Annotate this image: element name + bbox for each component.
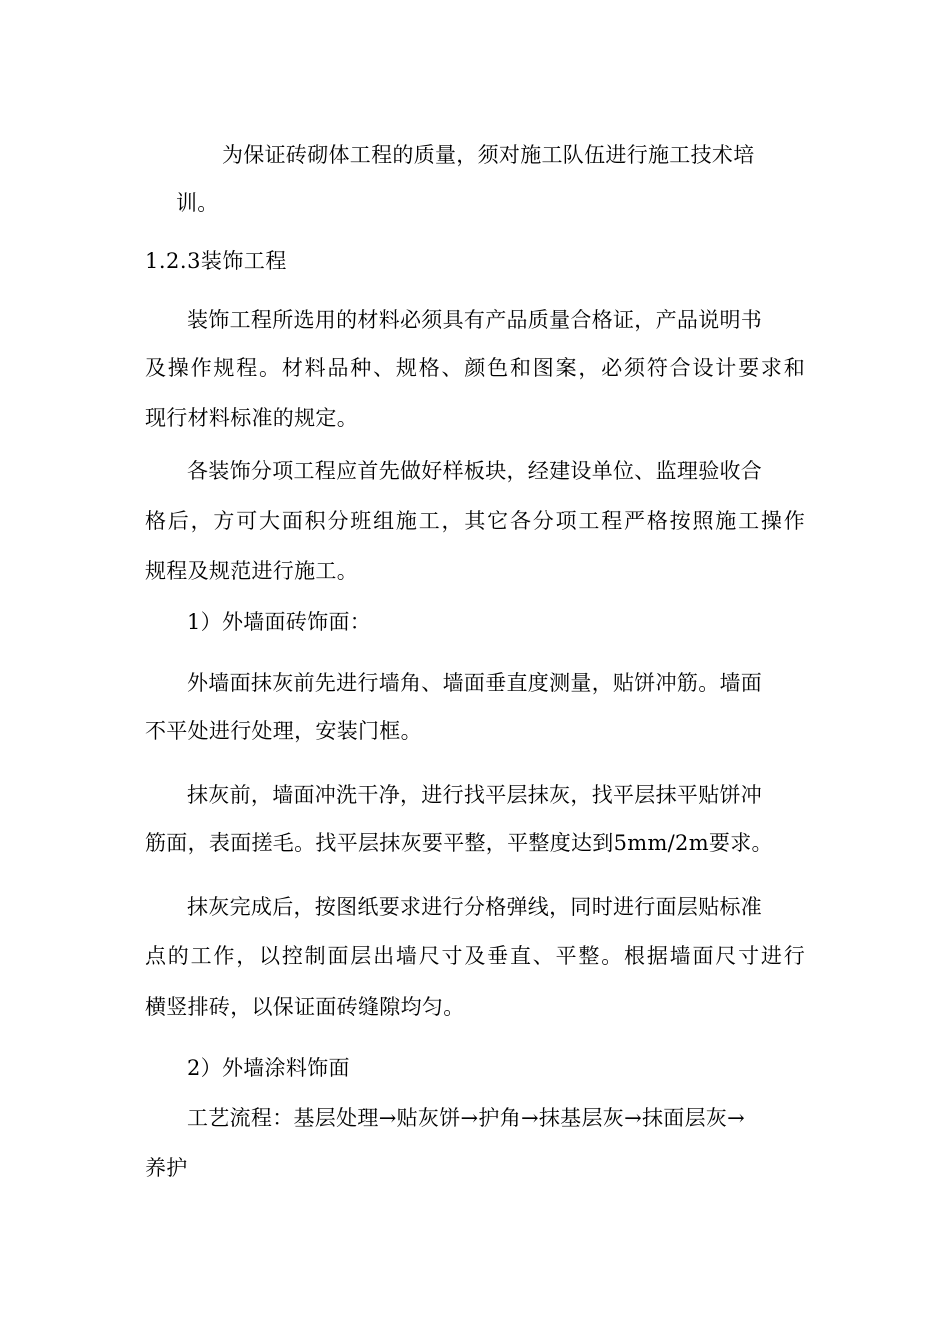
paragraph-sample-line-3: 规程及规范进行施工。 [145,559,358,583]
paragraph-sample-line-2: 格后，方可大面积分班组施工，其它各分项工程严格按照施工操作 [145,509,805,533]
paragraph-layout-line-2: 点的工作，以控制面层出墙尺寸及垂直、平整。根据墙面尺寸进行 [145,944,805,968]
paragraph-layout-line-1: 抹灰完成后，按图纸要求进行分格弹线，同时进行面层贴标准 [187,895,763,919]
paragraph-plaster-prep-line-2: 不平处进行处理，安装门框。 [145,719,422,743]
paragraph-leveling-line-1: 抹灰前，墙面冲洗干净，进行找平层抹灰，找平层抹平贴饼冲 [187,783,763,807]
paragraph-sample-line-1: 各装饰分项工程应首先做好样板块，经建设单位、监理验收合 [187,459,763,483]
paragraph-quality-line-2: 训。 [176,191,219,215]
paragraph-process-flow-line-2: 养护 [145,1156,188,1180]
paragraph-layout-line-3: 横竖排砖，以保证面砖缝隙均匀。 [145,995,465,1019]
paragraph-plaster-prep-line-1: 外墙面抹灰前先进行墙角、墙面垂直度测量，贴饼冲筋。墙面 [187,671,763,695]
paragraph-process-flow-line-1: 工艺流程：基层处理→贴灰饼→护角→抹基层灰→抹面层灰→ [187,1106,746,1130]
paragraph-materials-line-1: 装饰工程所选用的材料必须具有产品质量合格证，产品说明书 [187,308,763,332]
paragraph-quality-line-1: 为保证砖砌体工程的质量，须对施工队伍进行施工技术培 [222,143,755,167]
paragraph-materials-line-2: 及操作规程。材料品种、规格、颜色和图案，必须符合设计要求和 [145,356,805,380]
subheading-exterior-coating: 2）外墙涂料饰面 [187,1056,350,1080]
paragraph-materials-line-3: 现行材料标准的规定。 [145,406,358,430]
section-heading-decoration: 1.2.3装饰工程 [145,249,287,273]
paragraph-leveling-line-2: 筋面，表面搓毛。找平层抹灰要平整，平整度达到5mm/2m要求。 [145,831,773,855]
subheading-exterior-tile: 1）外墙面砖饰面： [187,610,372,634]
